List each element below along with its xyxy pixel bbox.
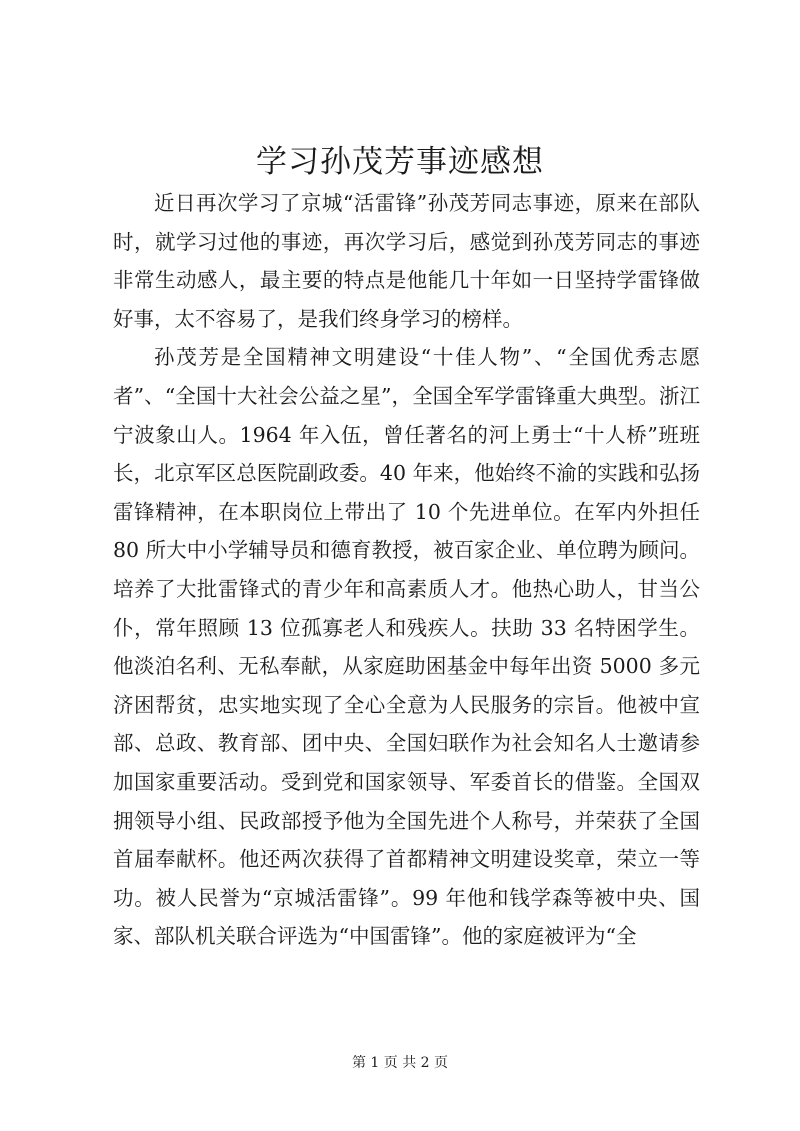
page-footer: 第 1 页 共 2 页 (351, 1055, 449, 1071)
document-body (113, 184, 700, 956)
paragraph: 近日再次学习了京城“活雷锋”孙茂芳同志事迹，原来在部队时，就学习过他的事迹，再次学习后，感觉到孙茂芳同志的事迹非常生动感人，最主要的特点是他能几十年如一日坚持学雷锋做好事，太不容易了，是我们终身学习的榜样。 (113, 191, 700, 331)
paragraph: 孙茂芳是全国精神文明建设“十佳人物”、“全国优秀志愿者”、“全国十大社会公益之星”，全国全军学雷锋重大典型。浙江宁波象山人。1964 年入伍，曾任著名的河上勇士“十人桥”班班长，北京军区总医院副政委。40 年来，他始终不渝的实践和弘扬雷锋精神，在本职岗位上带出了 10 个先进单位。在军内外担任 80 所大中小学辅导员和德育教授，被百家企业、单位聘为顾问。培养了大批雷锋式的青少年和高素质人才。他热心助人，甘当公仆，常年照顾 13 位孤寡老人和残疾人。扶助 33 名特困学生。他淡泊名利、无私奉献，从家庭助困基金中每年出资 5000 多元济困帮贫，忠实地实现了全心全意为人民服务的宗旨。他被中宣部、总政、教育部、团中央、全国妇联作为社会知名人士邀请参加国家重要活动。受到党和国家领导、军委首长的借鉴。全国双拥领导小组、民政部授予他为全国先进个人称号，并荣获了全国首届奉献杯。他还两次获得了首都精神文明建设奖章，荣立一等功。被人民誉为“京城活雷锋”。99 年他和钱学森等被中央、国家、部队机关联合评选为“中国雷锋”。他的家庭被评为“全 (113, 345, 700, 949)
document-title: 学习孙茂芳事迹感想 (256, 144, 544, 180)
